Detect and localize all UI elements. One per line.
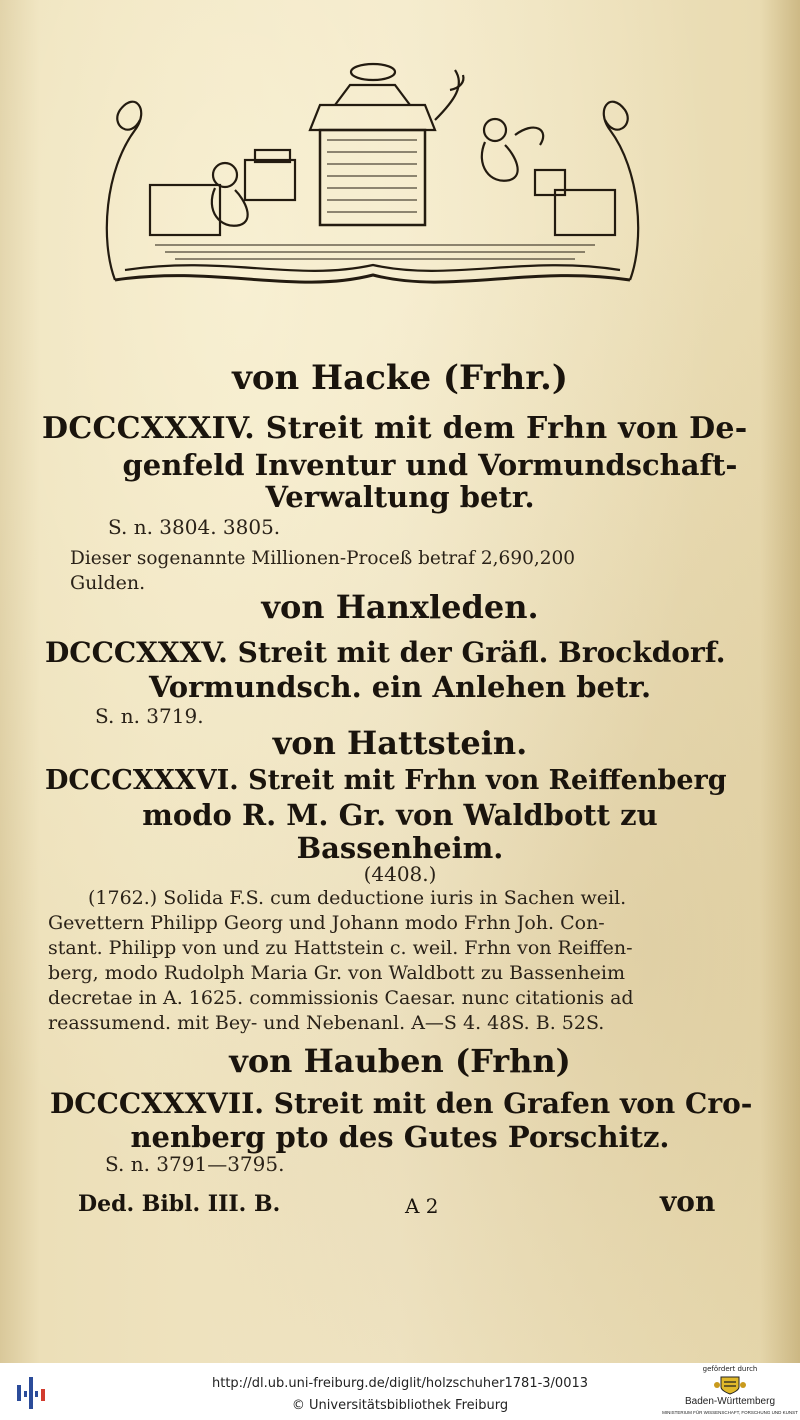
- section-heading-hauben: von Hauben (Frhn): [229, 1042, 571, 1080]
- body-text-line: (1762.) Solida F.S. cum deductione iuris in Sachen weil.: [88, 887, 627, 909]
- entry-line: nenberg pto des Gutes Porschitz.: [130, 1120, 670, 1154]
- section-heading-hacke: von Hacke (Frhr.): [232, 358, 568, 398]
- body-text-line: stant. Philipp von und zu Hattstein c. weil. Frhn von Reiffen-: [48, 937, 633, 959]
- reference-line: S. n. 3791—3795.: [105, 1152, 285, 1176]
- reference-line: S. n. 3719.: [95, 704, 204, 728]
- entry-line: DCCCXXXIV. Streit mit dem Frhn von De-: [42, 411, 748, 446]
- note-line: Dieser sogenannte Millionen-Proceß betraf 2,690,200: [70, 548, 576, 569]
- body-text-line: berg, modo Rudolph Maria Gr. von Waldbott zu Bassenheim: [48, 962, 625, 984]
- section-heading-hanxleden: von Hanxleden.: [261, 588, 539, 626]
- document-number: (4408.): [363, 862, 437, 886]
- funder-label: gefördert durch: [702, 1365, 758, 1373]
- entry-line: DCCCXXXV. Streit mit der Gräfl. Brockdorf.: [45, 636, 726, 669]
- entry-line: genfeld Inventur und Vormundschaft-: [122, 448, 738, 482]
- viewer-footer: [0, 1363, 800, 1420]
- body-text-line: decretae in A. 1625. commissionis Caesar. nunc citationis ad: [48, 987, 634, 1009]
- permalink-url[interactable]: http://dl.ub.uni-freiburg.de/diglit/holzschuher1781-3/0013: [211, 1376, 589, 1391]
- entry-line: Bassenheim.: [296, 831, 504, 865]
- note-line: Gulden.: [70, 572, 146, 594]
- engraved-vignette-illustration: [95, 60, 650, 290]
- ministry-label: MINISTERIUM FÜR WISSENSCHAFT, FORSCHUNG UND KUNST: [662, 1410, 798, 1415]
- entry-line: DCCCXXXVI. Streit mit Frhn von Reiffenberg: [45, 765, 727, 796]
- state-label: Baden-Württemberg: [684, 1396, 776, 1407]
- signature-mark: Ded. Bibl. III. B.: [78, 1191, 281, 1217]
- copyright-text: © Universitätsbibliothek Freiburg: [291, 1398, 509, 1413]
- coat-of-arms-icon: [713, 1375, 747, 1395]
- body-text-line: Gevettern Philipp Georg und Johann modo Frhn Joh. Con-: [48, 912, 605, 934]
- entry-line: Verwaltung betr.: [265, 480, 535, 514]
- sheet-number: A 2: [405, 1194, 439, 1218]
- catchword: von: [660, 1185, 716, 1218]
- entry-line: modo R. M. Gr. von Waldbott zu: [142, 798, 658, 832]
- reference-line: S. n. 3804. 3805.: [108, 515, 281, 539]
- entry-line: DCCCXXXVII. Streit mit den Grafen von Cro-: [50, 1087, 753, 1120]
- body-text-line: reassumend. mit Bey- und Nebenanl. A—S 4. 48S. B. 52S.: [48, 1012, 605, 1034]
- entry-line: Vormundsch. ein Anlehen betr.: [148, 670, 652, 704]
- section-heading-hattstein: von Hattstein.: [272, 724, 528, 762]
